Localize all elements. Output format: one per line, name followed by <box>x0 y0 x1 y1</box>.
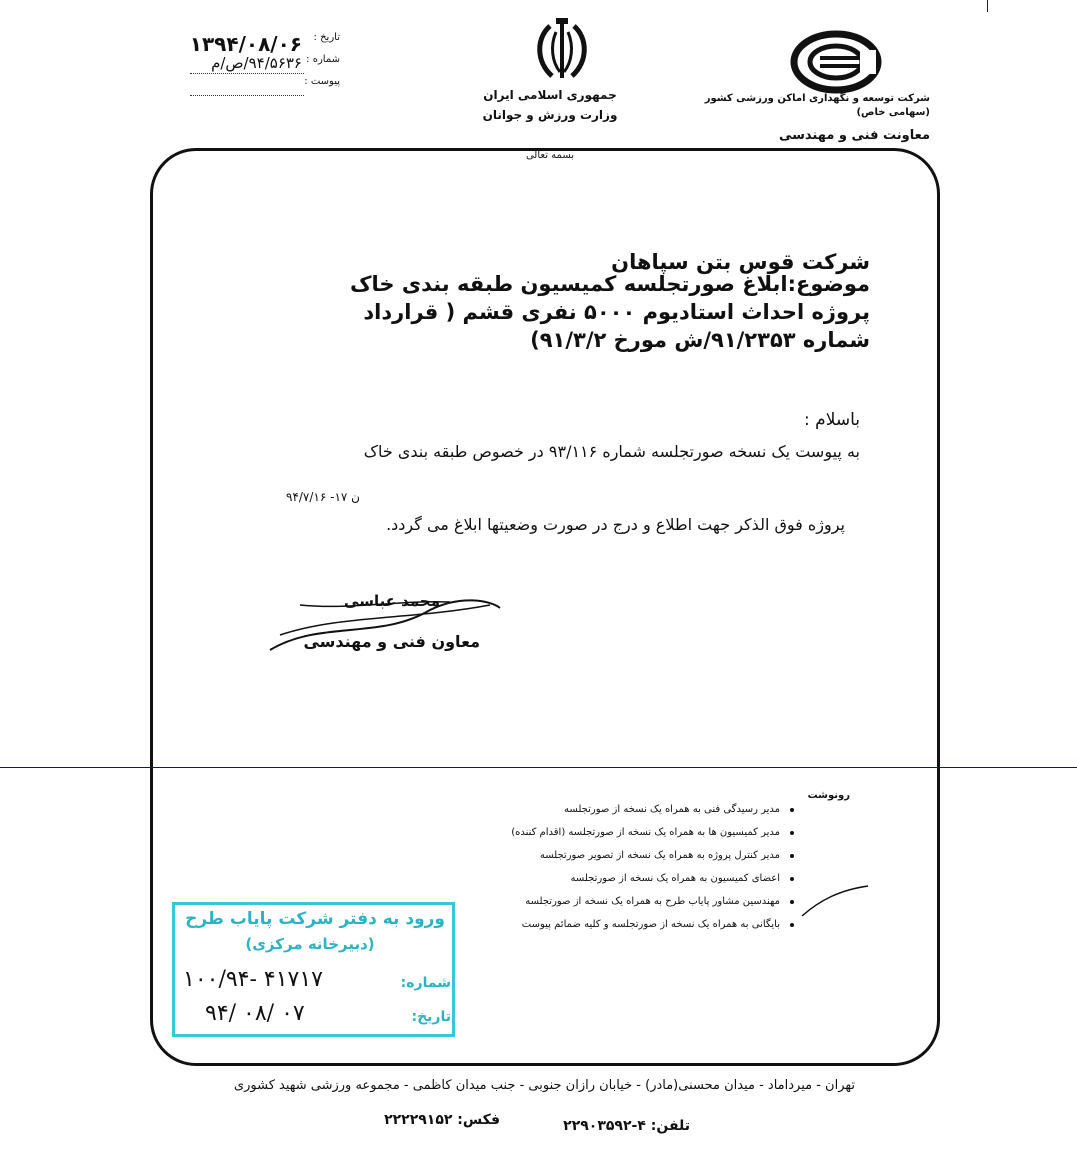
number-row <box>180 54 340 76</box>
ministry-name: وزارت ورزش و جوانان <box>482 108 618 122</box>
copies-item: مدیر رسیدگی فنی به همراه یک نسخه از صورتجلسه <box>440 798 810 821</box>
signer-name: محمد عباسی <box>344 592 440 610</box>
greeting: باسلام : <box>804 410 860 430</box>
organization-department: معاونت فنی و مهندسی <box>778 128 930 143</box>
number-value: ۹۴/۵۶۳۶/ص/م <box>211 54 302 72</box>
pen-stroke-icon <box>800 880 870 920</box>
copies-title: رونوشت <box>807 790 850 801</box>
top-tick-mark <box>987 0 988 12</box>
republic-name: جمهوری اسلامی ایران <box>483 88 617 102</box>
copies-item: اعضای کمیسیون به همراه یک نسخه از صورتجلسه <box>440 867 810 890</box>
number-underline <box>190 73 304 74</box>
letter-subject: موضوع:ابلاغ صورتجلسه کمیسیون طبقه بندی خاک پروژه احداث استادیوم ۵۰۰۰ نفری قشم ( قرارداد شماره ۹۱/۲۳۵۳/ش مورخ ۹۱/۳/۲) <box>350 272 870 352</box>
copies-item: مدیر کنترل پروژه به همراه یک نسخه از تصویر صورتجلسه <box>440 844 810 867</box>
entry-stamp <box>172 902 455 1037</box>
stamp-number-label: شماره: <box>400 975 451 991</box>
attachment-underline <box>190 95 304 96</box>
number-label: شماره : <box>306 54 340 65</box>
letter-metadata <box>180 32 340 98</box>
date-value: ۱۳۹۴/۰۸/۰۶ <box>189 32 302 56</box>
copies-item: مدیر کمیسیون ها به همراه یک نسخه از صورتجلسه (اقدام کننده) <box>440 821 810 844</box>
copies-item: مهندسین مشاور پایاب طرح به همراه یک نسخه از صورتجلسه <box>440 890 810 913</box>
letter-body-line-1: به پیوست یک نسخه صورتجلسه شماره ۹۳/۱۱۶ در خصوص طبقه بندی خاک <box>363 442 860 461</box>
footer-fax: فکس: ۲۲۲۲۹۱۵۲ <box>384 1112 500 1128</box>
iran-emblem-icon <box>530 18 594 84</box>
stamp-date-value: ۹۴/ ۰۸/ ۰۷ <box>205 1001 305 1026</box>
date-label: تاریخ : <box>313 32 340 43</box>
attachment-label: پیوست : <box>304 76 340 87</box>
copies-list <box>440 798 810 936</box>
handwritten-note: ن ۱۷- ۹۴/۷/۱۶ <box>286 490 360 504</box>
letter-body-line-2: پروژه فوق الذکر جهت اطلاع و درج در صورت وضعیتها ابلاغ می گردد. <box>386 515 845 534</box>
recipient-company: شرکت قوس بتن سپاهان <box>611 250 870 274</box>
copies-item: بایگانی به همراه یک نسخه از صورتجلسه و کلیه ضمائم پیوست <box>440 913 810 936</box>
date-row <box>180 32 340 54</box>
stamp-subtitle: (دبیرخانه مرکزی) <box>245 935 375 953</box>
attachment-row <box>180 76 340 98</box>
stamp-title: ورود به دفتر شرکت پایاب طرح <box>185 909 445 929</box>
republic-heading <box>470 85 630 125</box>
stamp-number-value: ۱۰۰/۹۴- ۴۱۷۱۷ <box>183 967 324 992</box>
footer-address: تهران - میرداماد - میدان محسنی(مادر) - خیابان رازان جنوبی - جنب میدان کاظمی - مجموعه ورزشی شهید کشوری <box>233 1078 855 1093</box>
stamp-date-label: تاریخ: <box>411 1009 451 1025</box>
organization-name: شرکت توسعه و نگهداری اماکن ورزشی کشور (سهامی خاص) <box>704 93 930 118</box>
company-logo-icon <box>790 30 882 94</box>
footer-phone: تلفن: ۴-۲۲۹۰۳۵۹۲ <box>563 1118 690 1134</box>
horizontal-divider <box>0 767 1077 768</box>
signer-title: معاون فنی و مهندسی <box>303 632 480 651</box>
bismillah-text: بسمه تعالی <box>525 150 575 161</box>
